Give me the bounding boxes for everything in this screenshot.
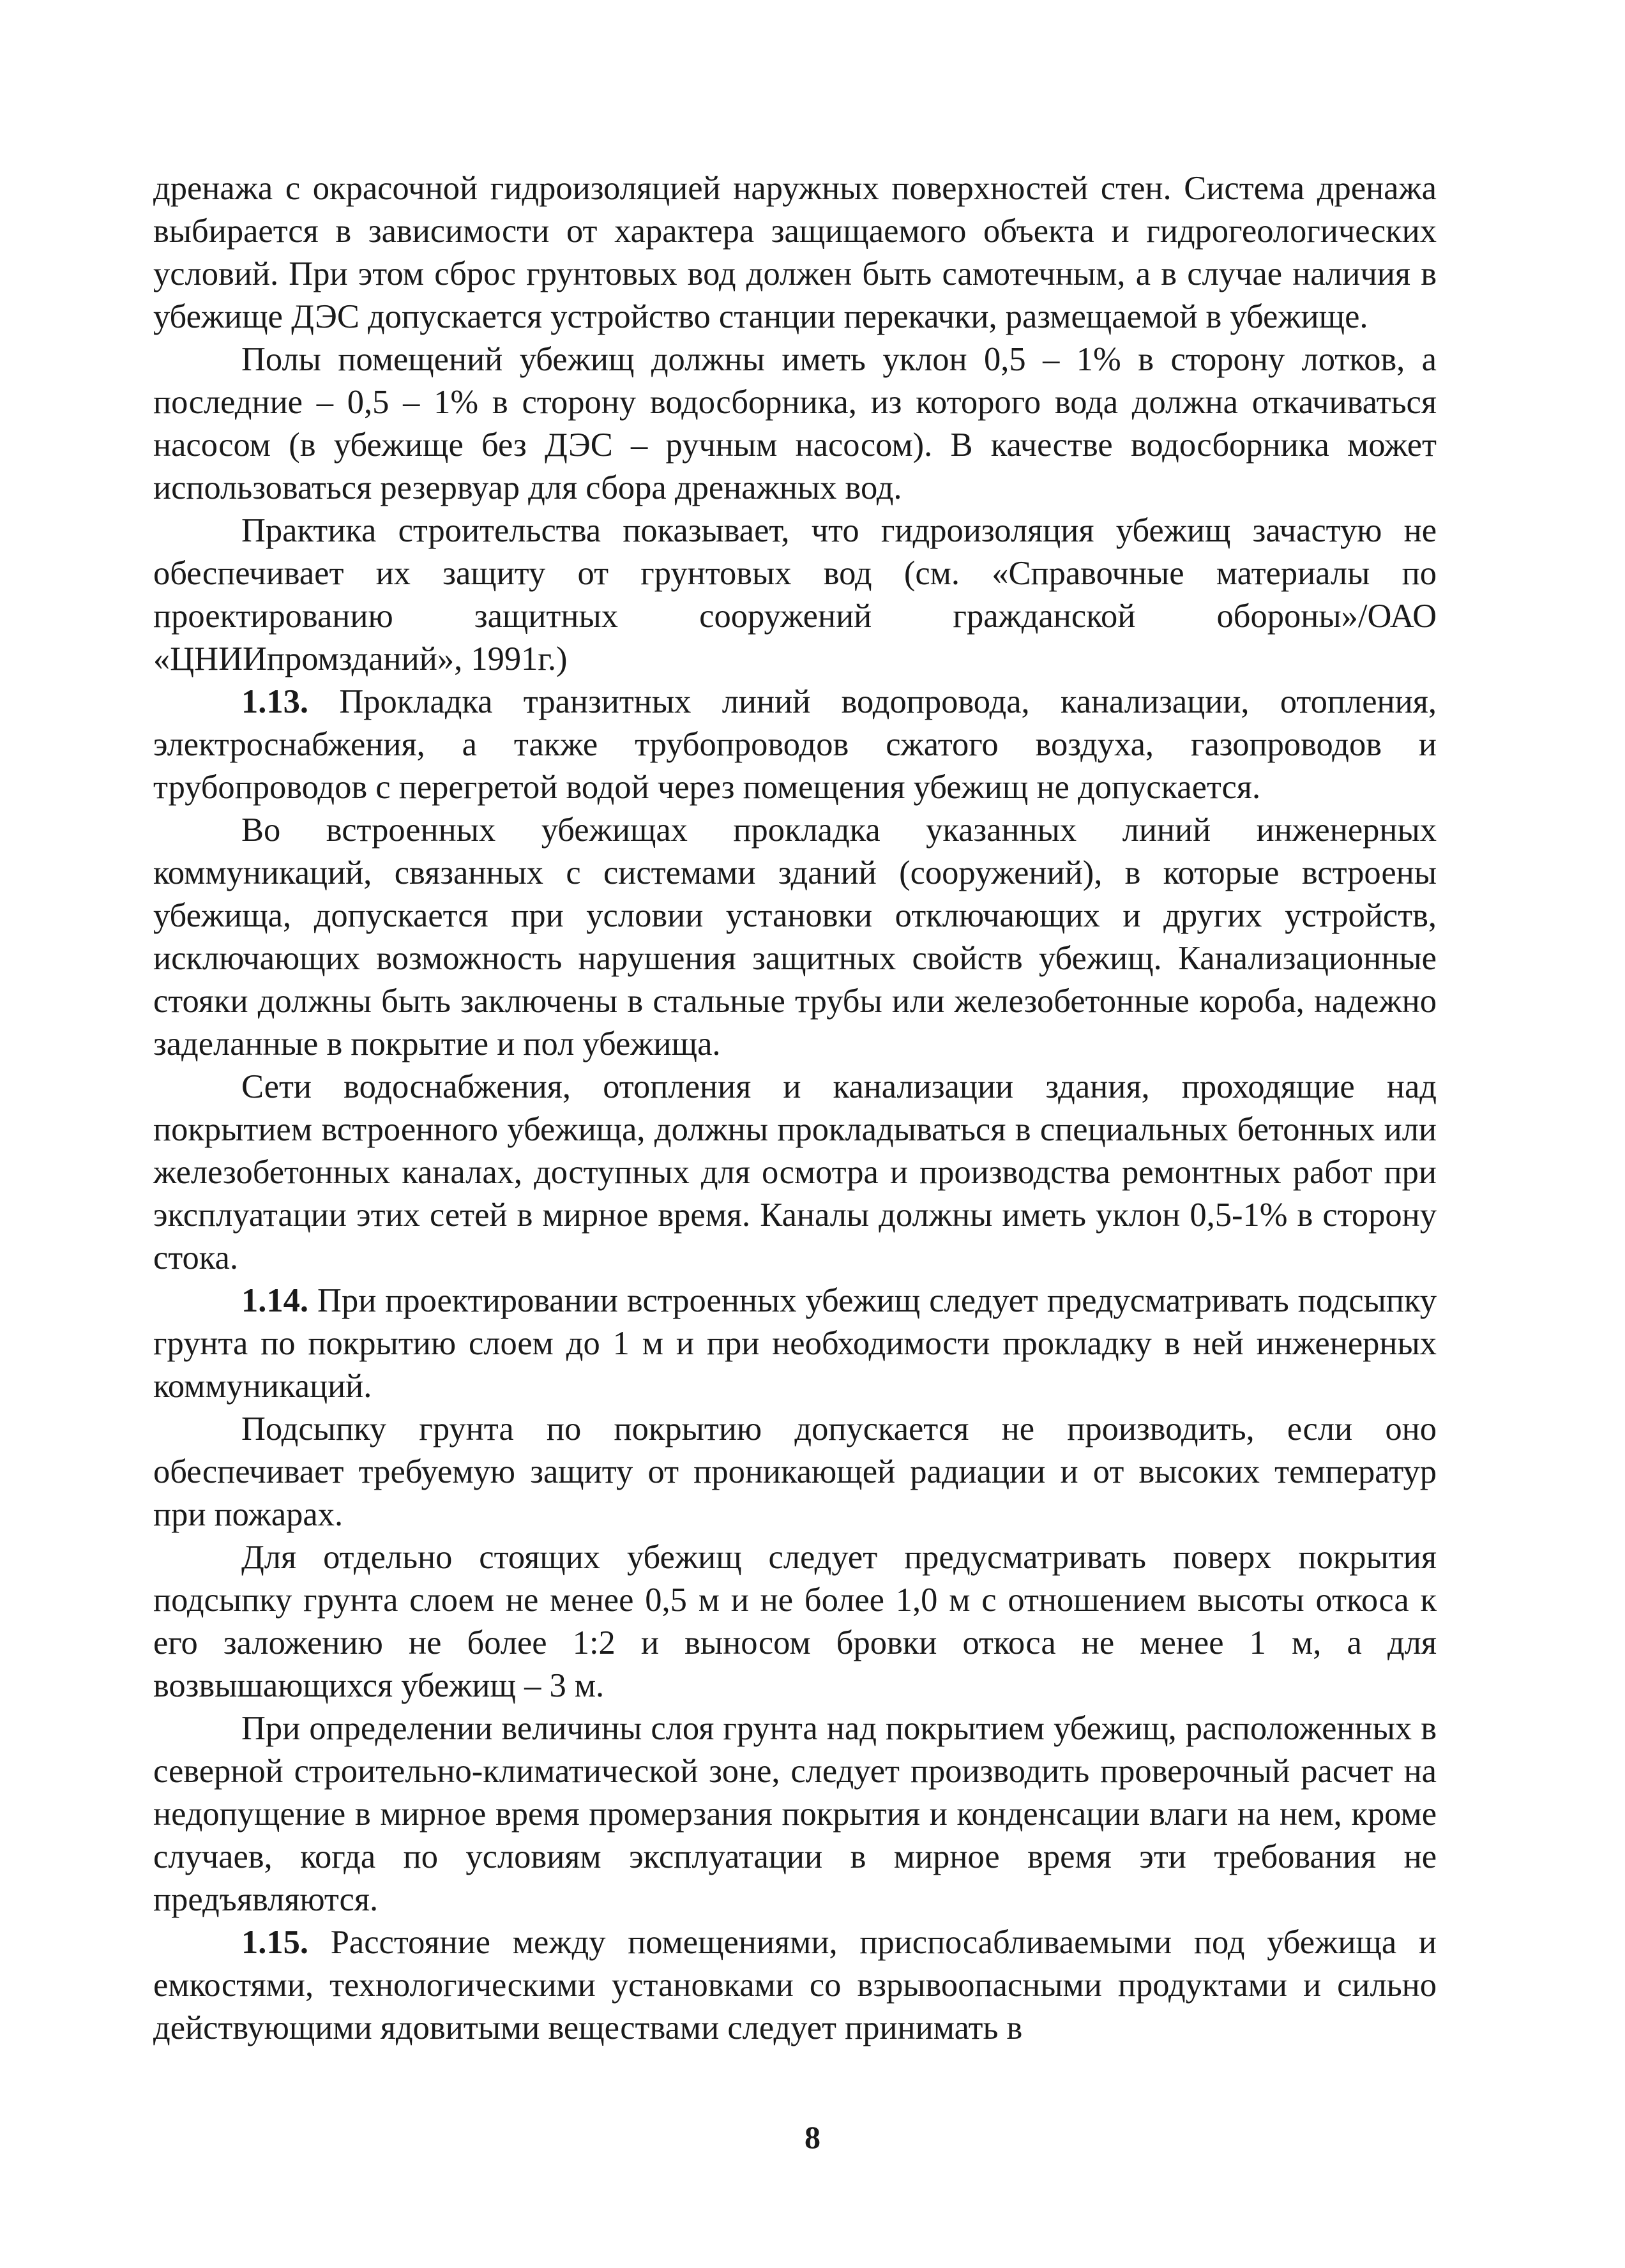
document-page bbox=[153, 167, 1437, 2050]
paragraph-floor-slope: Полы помещений убежищ должны иметь уклон 0,5 – 1% в сторону лотков, а последние – 0,5 – 1% в сторону водосборника, из которого вода должна откачиваться насосом (в убежище без ДЭС – ручным насосом). В качестве водосборника может использоваться резервуар для сбора дренажных вод. bbox=[153, 341, 1437, 506]
section-1-13 bbox=[153, 681, 1437, 809]
section-number: 1.15. bbox=[241, 1924, 308, 1961]
section-text: Расстояние между помещениями, приспосабливаемыми под убежища и емкостями, технологическими установками со взрывоопасными продуктами и сильно действующими ядовитыми веществами следует принимать в bbox=[153, 1924, 1437, 2046]
page-number: 8 bbox=[805, 2119, 820, 2155]
section-text: Прокладка транзитных линий водопровода, канализации, отопления, электроснабжения, а также трубопроводов сжатого воздуха, газопроводов и трубопроводов с перегретой водой через помещения убежищ не допускается. bbox=[153, 683, 1437, 806]
paragraph-water-networks: Сети водоснабжения, отопления и канализации здания, проходящие над покрытием встроенного убежища, должны прокладываться в специальных бетонных или железобетонных каналах, доступных для осмотра и производства ремонтных работ при эксплуатации этих сетей в мирное время. Каналы должны иметь уклон 0,5-1% в сторону стока. bbox=[153, 1068, 1437, 1276]
paragraph-drainage-system: дренажа с окрасочной гидроизоляцией наружных поверхностей стен. Система дренажа выбирается в зависимости от характера защищаемого объекта и гидрогеологических условий. При этом сброс грунтовых вод должен быть самотечным, а в случае наличия в убежище ДЭС допускается устройство станции перекачки, размещаемой в убежище. bbox=[153, 170, 1437, 335]
paragraph-built-in-shelters: Во встроенных убежищах прокладка указанных линий инженерных коммуникаций, связанных с системами зданий (сооружений), в которые встроены убежища, допускается при условии установки отключающих и других устройств, исключающих возможность нарушения защитных свойств убежищ. Канализационные стояки должны быть заключены в стальные трубы или железобетонные короба, надежно заделанные в покрытие и пол убежища. bbox=[153, 812, 1437, 1062]
paragraph-construction-practice: Практика строительства показывает, что гидроизоляция убежищ зачастую не обеспечивает их защиту от грунтовых вод (см. «Справочные материалы по проектированию защитных сооружений гражданской обороны»/ОАО «ЦНИИпромзданий», 1991г.) bbox=[153, 512, 1437, 677]
section-1-14 bbox=[153, 1280, 1437, 1408]
section-1-15 bbox=[153, 1921, 1437, 2050]
paragraph-freestanding-shelters: Для отдельно стоящих убежищ следует предусматривать поверх покрытия подсыпку грунта слоем не менее 0,5 м и не более 1,0 м с отношением высоты откоса к его заложению не более 1:2 и выносом бровки откоса не менее 1 м, а для возвышающихся убежищ – 3 м. bbox=[153, 1539, 1437, 1704]
paragraph-northern-zone: При определении величины слоя грунта над покрытием убежищ, расположенных в северной строительно-климатической зоне, следует производить проверочный расчет на недопущение в мирное время промерзания покрытия и конденсации влаги на нем, кроме случаев, когда по условиям эксплуатации в мирное время эти требования не предъявляются. bbox=[153, 1710, 1437, 1918]
section-text: При проектировании встроенных убежищ следует предусматривать подсыпку грунта по покрытию слоем до 1 м и при необходимости прокладку в ней инженерных коммуникаций. bbox=[153, 1282, 1437, 1405]
paragraph-soil-fill-optional: Подсыпку грунта по покрытию допускается не производить, если оно обеспечивает требуемую защиту от проникающей радиации и от высоких температур при пожарах. bbox=[153, 1410, 1437, 1533]
section-number: 1.14. bbox=[241, 1282, 308, 1319]
section-number: 1.13. bbox=[241, 683, 308, 720]
